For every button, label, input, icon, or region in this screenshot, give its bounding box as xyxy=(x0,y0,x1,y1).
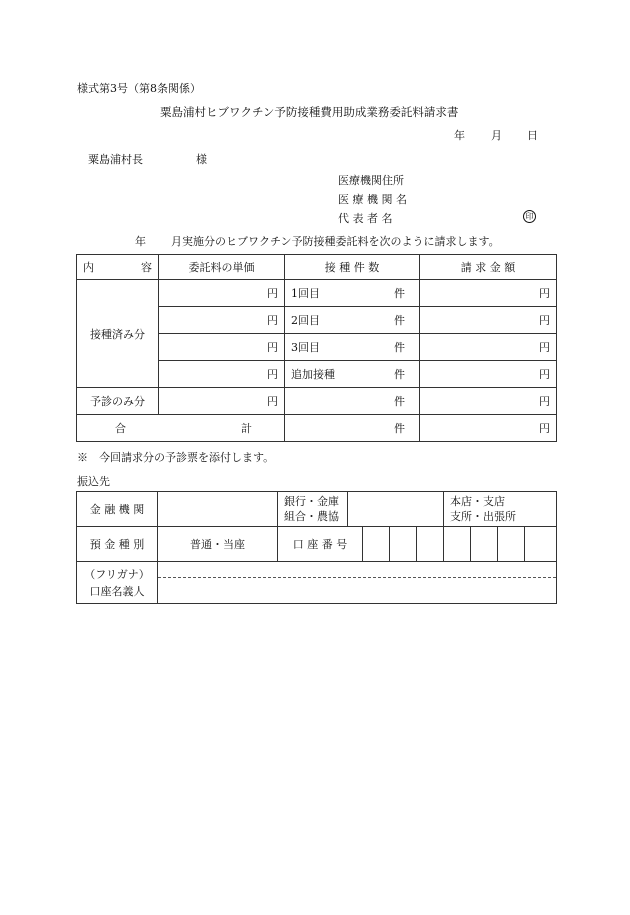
recipient-name: 粟島浦村長 xyxy=(88,153,143,166)
seal-mark xyxy=(523,209,536,223)
clinic-name-label: 医 療 機 関 名 xyxy=(338,193,407,206)
date-day-label: 日 xyxy=(527,129,538,142)
unit-price-cell[interactable]: 円 xyxy=(159,388,285,415)
account-digit-7[interactable] xyxy=(525,527,557,562)
account-digit-1[interactable] xyxy=(363,527,390,562)
document-title: 粟島浦村ヒブワクチン予防接種費用助成業務委託料請求書 xyxy=(160,105,459,119)
transfer-table xyxy=(76,491,557,604)
account-number-label: 口 座 番 号 xyxy=(278,527,363,562)
account-digit-4[interactable] xyxy=(444,527,471,562)
unit-price-cell[interactable]: 円 xyxy=(159,307,285,334)
account-digit-2[interactable] xyxy=(390,527,417,562)
clinic-address-label: 医療機関住所 xyxy=(338,174,404,187)
furigana-divider xyxy=(158,577,556,578)
account-digit-6[interactable] xyxy=(498,527,525,562)
total-count-cell[interactable]: 件 xyxy=(285,415,420,442)
count-cell[interactable]: 1回目 件 xyxy=(285,280,420,307)
request-year-label: 年 xyxy=(135,235,146,248)
account-digit-3[interactable] xyxy=(417,527,444,562)
total-row xyxy=(77,415,557,442)
attachment-note: ※ 今回請求分の予診票を添付します。 xyxy=(77,451,275,464)
bank-type-2: 組合・農協 xyxy=(284,510,339,523)
table-row xyxy=(77,280,557,307)
amount-cell[interactable]: 円 xyxy=(420,334,557,361)
deposit-type-value[interactable]: 普通・当座 xyxy=(158,527,278,562)
form-number: 様式第3号（第8条関係） xyxy=(77,82,201,95)
date-month-label: 月 xyxy=(491,129,502,142)
transfer-section-label: 振込先 xyxy=(77,475,110,488)
count-cell[interactable]: 追加接種 件 xyxy=(285,361,420,388)
bank-label: 金 融 機 関 xyxy=(77,492,158,527)
amount-cell[interactable]: 円 xyxy=(420,307,557,334)
request-sentence: 月実施分のヒブワクチン予防接種委託料を次のように請求します。 xyxy=(171,235,500,248)
table-row xyxy=(77,388,557,415)
representative-label: 代 表 者 名 xyxy=(338,212,393,225)
account-digit-5[interactable] xyxy=(471,527,498,562)
exam-only-label: 予診のみ分 xyxy=(77,388,159,415)
recipient-honorific: 様 xyxy=(196,153,207,166)
total-label: 合 計 xyxy=(77,415,285,442)
total-amount-cell[interactable]: 円 xyxy=(420,415,557,442)
branch-type-cell[interactable] xyxy=(444,492,557,527)
unit-price-cell[interactable]: 円 xyxy=(159,361,285,388)
header-unit-price: 委託料の単価 xyxy=(159,255,285,280)
deposit-type-label: 預 金 種 別 xyxy=(77,527,158,562)
seal-icon: 印 xyxy=(523,210,536,223)
deposit-row xyxy=(77,527,557,562)
count-cell[interactable]: 件 xyxy=(285,388,420,415)
holder-name-input[interactable] xyxy=(158,562,557,604)
vaccinated-label: 接種済み分 xyxy=(77,280,159,388)
billing-table xyxy=(76,254,557,442)
furigana-label: （フリガナ） xyxy=(84,567,150,581)
branch-name-input[interactable] xyxy=(348,492,444,527)
unit-price-cell[interactable]: 円 xyxy=(159,334,285,361)
branch-type-1: 本店・支店 xyxy=(450,495,505,508)
amount-cell[interactable]: 円 xyxy=(420,361,557,388)
holder-label: 口座名義人 xyxy=(89,584,145,598)
branch-type-2: 支所・出張所 xyxy=(450,510,516,523)
holder-row xyxy=(77,562,557,604)
header-count: 接 種 件 数 xyxy=(285,255,420,280)
count-cell[interactable]: 2回目 件 xyxy=(285,307,420,334)
amount-cell[interactable]: 円 xyxy=(420,280,557,307)
unit-price-cell[interactable]: 円 xyxy=(159,280,285,307)
amount-cell[interactable]: 円 xyxy=(420,388,557,415)
header-content: 内 容 xyxy=(77,255,159,280)
bank-type-cell[interactable] xyxy=(278,492,348,527)
billing-header-row xyxy=(77,255,557,280)
count-cell[interactable]: 3回目 件 xyxy=(285,334,420,361)
bank-name-input[interactable] xyxy=(158,492,278,527)
header-amount: 請 求 金 額 xyxy=(420,255,557,280)
holder-label-cell xyxy=(77,562,158,604)
date-year-label: 年 xyxy=(454,129,465,142)
bank-type-1: 銀行・金庫 xyxy=(284,495,339,508)
bank-row xyxy=(77,492,557,527)
